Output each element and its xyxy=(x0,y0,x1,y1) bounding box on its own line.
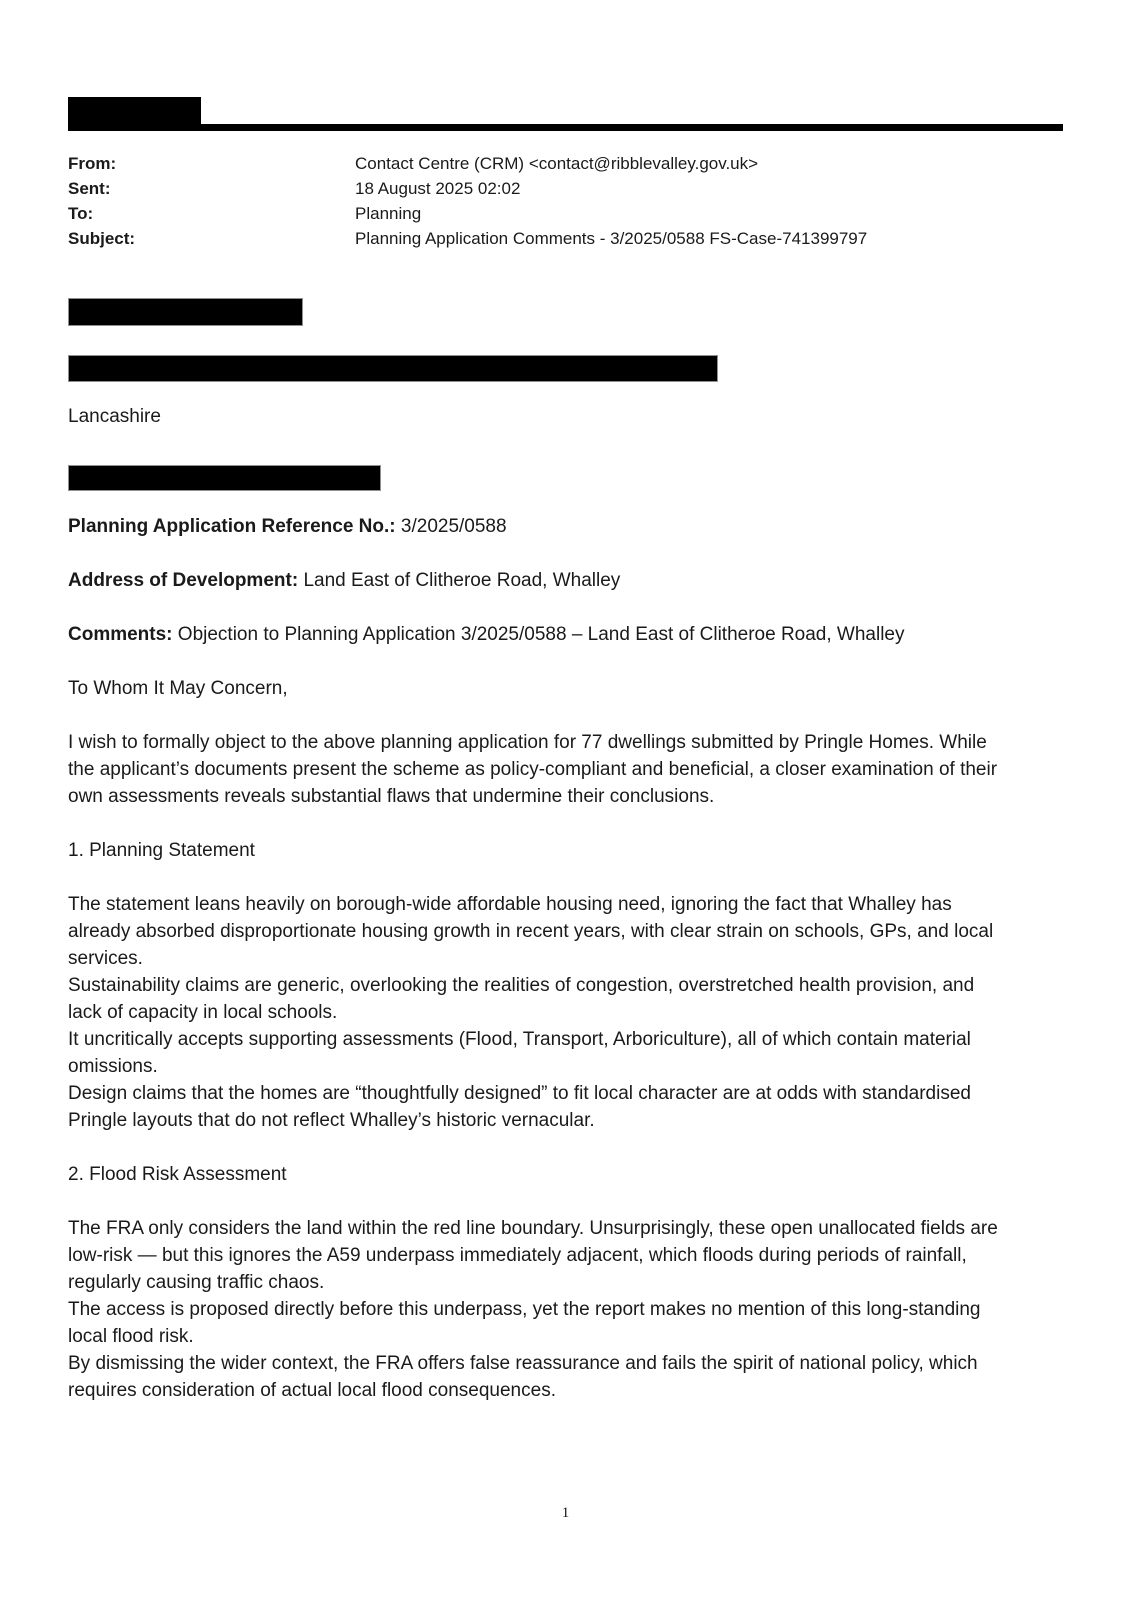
redacted-address-line-1 xyxy=(68,298,303,326)
redacted-address-line-2 xyxy=(68,355,718,382)
header-row-to xyxy=(68,201,867,226)
to-value: Planning xyxy=(355,204,422,223)
development-address-label: Address of Development: xyxy=(68,570,299,591)
section-1-line: The statement leans heavily on borough-wide affordable housing need, ignoring the fact that Whalley has already absorbed disproportionate housing growth in recent years, with clear strain on schools, GPs, and local services. xyxy=(68,894,994,969)
development-address-value: Land East of Clitheroe Road, Whalley xyxy=(303,570,621,591)
email-header-divider-rule xyxy=(68,124,1063,131)
from-label: From: xyxy=(68,154,117,173)
section-2-line: The FRA only considers the land within the red line boundary. Unsurprisingly, these open unallocated fields are low-risk — but this ignores the A59 underpass immediately adjacent, which floods during periods of rainfall, regularly causing traffic chaos. xyxy=(68,1218,998,1293)
page-number: 1 xyxy=(561,1505,570,1521)
planning-reference-label: Planning Application Reference No.: xyxy=(68,516,396,537)
section-1-line: It uncritically accepts supporting assessments (Flood, Transport, Arboriculture), all of which contain material omissions. xyxy=(68,1029,971,1077)
intro-paragraph: I wish to formally object to the above planning application for 77 dwellings submitted by Pringle Homes. While the applicant’s documents present the scheme as policy-compliant and beneficial, a closer examination of their own assessments reveals substantial flaws that undermine their conclusions. xyxy=(68,732,998,807)
planning-reference-line xyxy=(68,513,1003,540)
subject-label: Subject: xyxy=(68,229,136,248)
planning-reference-value: 3/2025/0588 xyxy=(400,516,507,537)
header-row-sent xyxy=(68,176,867,201)
section-2-line: By dismissing the wider context, the FRA offers false reassurance and fails the spirit of national policy, which requires consideration of actual local flood consequences. xyxy=(68,1353,978,1401)
section-1-line: Sustainability claims are generic, overlooking the realities of congestion, overstretched health provision, and lack of capacity in local schools. xyxy=(68,975,975,1023)
email-header xyxy=(68,151,867,251)
section-1-line: Design claims that the homes are “thoughtfully designed” to fit local character are at odds with standardised Pringle layouts that do not reflect Whalley’s historic vernacular. xyxy=(68,1083,971,1131)
from-value: Contact Centre (CRM) <contact@ribblevalley.gov.uk> xyxy=(355,154,759,173)
header-row-subject xyxy=(68,226,867,251)
redacted-sender-name-block xyxy=(68,97,201,126)
letter-body xyxy=(68,513,1003,1431)
section-2-line: The access is proposed directly before this underpass, yet the report makes no mention of this long-standing local flood risk. xyxy=(68,1299,981,1347)
salutation: To Whom It May Concern, xyxy=(68,678,288,699)
comments-line xyxy=(68,621,1003,648)
sent-value: 18 August 2025 02:02 xyxy=(355,179,521,198)
header-row-from xyxy=(68,151,867,176)
section-1-heading: 1. Planning Statement xyxy=(68,840,255,861)
comments-label: Comments: xyxy=(68,624,173,645)
development-address-line xyxy=(68,567,1003,594)
sent-label: Sent: xyxy=(68,179,111,198)
section-2-body xyxy=(68,1215,1003,1404)
redacted-address-line-3 xyxy=(68,465,381,491)
section-1-body xyxy=(68,891,1003,1134)
to-label: To: xyxy=(68,204,94,223)
sender-county-text: Lancashire xyxy=(68,406,161,427)
section-2-heading: 2. Flood Risk Assessment xyxy=(68,1164,287,1185)
comments-value: Objection to Planning Application 3/2025/0588 – Land East of Clitheroe Road, Whalley xyxy=(177,624,905,645)
subject-value: Planning Application Comments - 3/2025/0588 FS-Case-741399797 xyxy=(355,229,868,248)
